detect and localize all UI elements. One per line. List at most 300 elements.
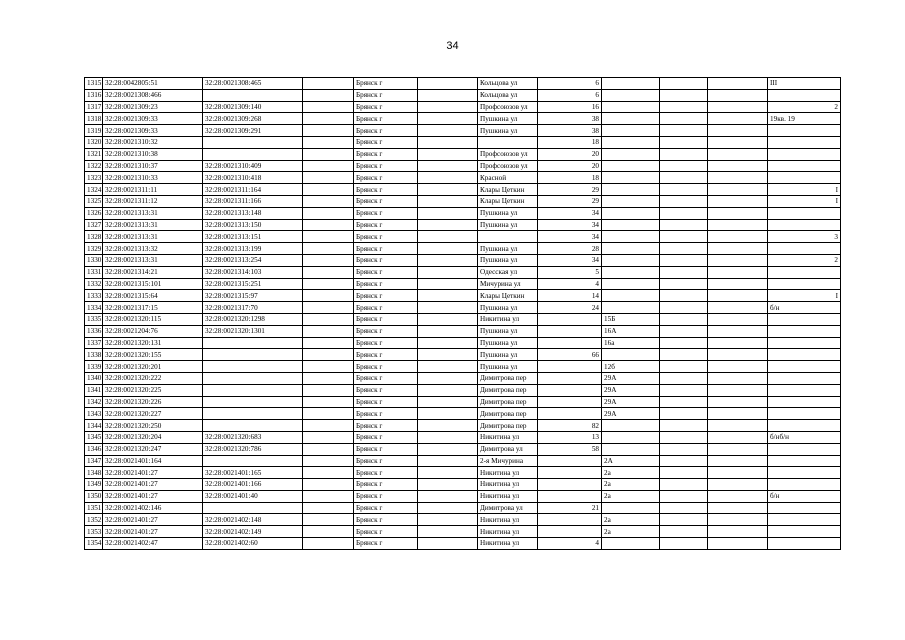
house-number-cell: 24: [538, 302, 602, 314]
house-number-cell: [538, 526, 602, 538]
parent-cadastral-number-cell: 32:28:0021317:70: [203, 302, 303, 314]
empty-col-d-cell: [708, 372, 768, 384]
empty-col-c-cell: [660, 431, 708, 443]
house-number-cell: 38: [538, 125, 602, 137]
house-number-cell: 29: [538, 195, 602, 207]
row-number-cell: 1318: [85, 113, 103, 125]
apartment-cell: [768, 479, 841, 491]
street-cell: 2-я Мичурина: [478, 455, 538, 467]
table-row: [85, 538, 841, 550]
empty-col-d-cell: [708, 125, 768, 137]
empty-col-c-cell: [660, 302, 708, 314]
locality-cell: Брянск г: [354, 148, 418, 160]
empty-col-c-cell: [660, 78, 708, 90]
street-cell: Пушкина ул: [478, 219, 538, 231]
cadastral-number-cell: 32:28:0021320:155: [103, 349, 203, 361]
building-number-cell: [602, 278, 660, 290]
row-number-cell: 1352: [85, 514, 103, 526]
empty-col-a-cell: [303, 160, 354, 172]
house-number-cell: 4: [538, 278, 602, 290]
parent-cadastral-number-cell: 32:28:0021315:97: [203, 290, 303, 302]
building-number-cell: [602, 266, 660, 278]
table-row: [85, 278, 841, 290]
building-number-cell: [602, 290, 660, 302]
house-number-cell: 13: [538, 431, 602, 443]
table-row: [85, 219, 841, 231]
empty-col-b-cell: [418, 443, 478, 455]
parent-cadastral-number-cell: 32:28:0021313:148: [203, 207, 303, 219]
building-number-cell: [602, 184, 660, 196]
empty-col-c-cell: [660, 113, 708, 125]
apartment-cell: III: [768, 78, 841, 90]
row-number-cell: 1317: [85, 101, 103, 113]
table-row: [85, 172, 841, 184]
locality-cell: Брянск г: [354, 479, 418, 491]
parent-cadastral-number-cell: [203, 396, 303, 408]
table-row: [85, 396, 841, 408]
building-number-cell: [602, 136, 660, 148]
empty-col-d-cell: [708, 384, 768, 396]
street-cell: Клары Цеткин: [478, 290, 538, 302]
building-number-cell: 29А: [602, 372, 660, 384]
table-row: [85, 113, 841, 125]
table-row: [85, 254, 841, 266]
apartment-cell: [768, 526, 841, 538]
table-row: [85, 420, 841, 432]
table-row: [85, 302, 841, 314]
apartment-cell: [768, 172, 841, 184]
parent-cadastral-number-cell: 32:28:0021320:683: [203, 431, 303, 443]
row-number-cell: 1346: [85, 443, 103, 455]
empty-col-b-cell: [418, 302, 478, 314]
empty-col-a-cell: [303, 278, 354, 290]
apartment-cell: [768, 325, 841, 337]
row-number-cell: 1328: [85, 231, 103, 243]
locality-cell: Брянск г: [354, 160, 418, 172]
house-number-cell: [538, 337, 602, 349]
empty-col-a-cell: [303, 113, 354, 125]
empty-col-a-cell: [303, 266, 354, 278]
house-number-cell: [538, 408, 602, 420]
row-number-cell: 1319: [85, 125, 103, 137]
parent-cadastral-number-cell: [203, 361, 303, 373]
street-cell: Клары Цеткин: [478, 195, 538, 207]
apartment-cell: I: [768, 290, 841, 302]
parent-cadastral-number-cell: [203, 384, 303, 396]
empty-col-a-cell: [303, 384, 354, 396]
cadastral-number-cell: 32:28:0021402:146: [103, 502, 203, 514]
house-number-cell: [538, 455, 602, 467]
empty-col-b-cell: [418, 113, 478, 125]
house-number-cell: 28: [538, 243, 602, 255]
empty-col-c-cell: [660, 313, 708, 325]
house-number-cell: [538, 372, 602, 384]
empty-col-c-cell: [660, 219, 708, 231]
locality-cell: Брянск г: [354, 254, 418, 266]
locality-cell: Брянск г: [354, 372, 418, 384]
apartment-cell: [768, 243, 841, 255]
parent-cadastral-number-cell: [203, 420, 303, 432]
table-row: [85, 502, 841, 514]
cadastral-number-cell: 32:28:0021401:27: [103, 514, 203, 526]
empty-col-c-cell: [660, 349, 708, 361]
locality-cell: Брянск г: [354, 420, 418, 432]
row-number-cell: 1316: [85, 89, 103, 101]
row-number-cell: 1324: [85, 184, 103, 196]
locality-cell: Брянск г: [354, 125, 418, 137]
locality-cell: Брянск г: [354, 172, 418, 184]
parent-cadastral-number-cell: [203, 372, 303, 384]
table-row: [85, 160, 841, 172]
table-row: [85, 349, 841, 361]
house-number-cell: 38: [538, 113, 602, 125]
house-number-cell: 66: [538, 349, 602, 361]
empty-col-b-cell: [418, 431, 478, 443]
empty-col-b-cell: [418, 125, 478, 137]
cadastral-number-cell: 32:28:0021402:47: [103, 538, 203, 550]
apartment-cell: [768, 313, 841, 325]
empty-col-a-cell: [303, 136, 354, 148]
apartment-cell: б/н: [768, 302, 841, 314]
row-number-cell: 1315: [85, 78, 103, 90]
building-number-cell: [602, 538, 660, 550]
row-number-cell: 1336: [85, 325, 103, 337]
row-number-cell: 1353: [85, 526, 103, 538]
street-cell: Клары Цеткин: [478, 184, 538, 196]
street-cell: Димитрова пер: [478, 396, 538, 408]
parent-cadastral-number-cell: 32:28:0021309:268: [203, 113, 303, 125]
row-number-cell: 1348: [85, 467, 103, 479]
street-cell: Кольцова ул: [478, 78, 538, 90]
empty-col-d-cell: [708, 479, 768, 491]
row-number-cell: 1326: [85, 207, 103, 219]
apartment-cell: I: [768, 184, 841, 196]
house-number-cell: 82: [538, 420, 602, 432]
building-number-cell: 12б: [602, 361, 660, 373]
table-row: [85, 243, 841, 255]
row-number-cell: 1338: [85, 349, 103, 361]
house-number-cell: 58: [538, 443, 602, 455]
house-number-cell: 34: [538, 254, 602, 266]
empty-col-d-cell: [708, 184, 768, 196]
cadastral-number-cell: 32:28:0021204:76: [103, 325, 203, 337]
empty-col-c-cell: [660, 266, 708, 278]
cadastral-number-cell: 32:28:0021309:23: [103, 101, 203, 113]
street-cell: Пушкина ул: [478, 125, 538, 137]
empty-col-d-cell: [708, 467, 768, 479]
empty-col-a-cell: [303, 443, 354, 455]
parent-cadastral-number-cell: 32:28:0021320:786: [203, 443, 303, 455]
empty-col-b-cell: [418, 490, 478, 502]
locality-cell: Брянск г: [354, 349, 418, 361]
locality-cell: Брянск г: [354, 136, 418, 148]
street-cell: Пушкина ул: [478, 361, 538, 373]
locality-cell: Брянск г: [354, 184, 418, 196]
empty-col-a-cell: [303, 361, 354, 373]
house-number-cell: [538, 514, 602, 526]
empty-col-b-cell: [418, 313, 478, 325]
house-number-cell: 20: [538, 160, 602, 172]
street-cell: Одесская ул: [478, 266, 538, 278]
empty-col-b-cell: [418, 207, 478, 219]
table-row: [85, 207, 841, 219]
empty-col-d-cell: [708, 431, 768, 443]
empty-col-b-cell: [418, 148, 478, 160]
locality-cell: Брянск г: [354, 231, 418, 243]
building-number-cell: 2а: [602, 467, 660, 479]
empty-col-d-cell: [708, 490, 768, 502]
empty-col-d-cell: [708, 136, 768, 148]
cadastral-number-cell: 32:28:0042805:51: [103, 78, 203, 90]
apartment-cell: [768, 384, 841, 396]
table-row: [85, 195, 841, 207]
house-number-cell: 4: [538, 538, 602, 550]
street-cell: Никитина ул: [478, 526, 538, 538]
building-number-cell: [602, 431, 660, 443]
empty-col-d-cell: [708, 361, 768, 373]
empty-col-b-cell: [418, 136, 478, 148]
cadastral-number-cell: 32:28:0021310:33: [103, 172, 203, 184]
empty-col-c-cell: [660, 455, 708, 467]
empty-col-d-cell: [708, 349, 768, 361]
empty-col-b-cell: [418, 231, 478, 243]
empty-col-a-cell: [303, 302, 354, 314]
street-cell: Пушкина ул: [478, 349, 538, 361]
parent-cadastral-number-cell: 32:28:0021313:199: [203, 243, 303, 255]
building-number-cell: [602, 160, 660, 172]
locality-cell: Брянск г: [354, 443, 418, 455]
locality-cell: Брянск г: [354, 396, 418, 408]
house-number-cell: 34: [538, 219, 602, 231]
apartment-cell: б/н: [768, 490, 841, 502]
cadastral-number-cell: 32:28:0021317:15: [103, 302, 203, 314]
locality-cell: Брянск г: [354, 526, 418, 538]
empty-col-c-cell: [660, 420, 708, 432]
building-number-cell: 2а: [602, 490, 660, 502]
cadastral-number-cell: 32:28:0021310:32: [103, 136, 203, 148]
building-number-cell: [602, 113, 660, 125]
building-number-cell: 15Б: [602, 313, 660, 325]
empty-col-d-cell: [708, 231, 768, 243]
street-cell: Димитрова ул: [478, 443, 538, 455]
cadastral-number-cell: 32:28:0021401:27: [103, 490, 203, 502]
building-number-cell: 2А: [602, 455, 660, 467]
house-number-cell: [538, 313, 602, 325]
parent-cadastral-number-cell: [203, 502, 303, 514]
cadastral-number-cell: 32:28:0021401:27: [103, 526, 203, 538]
apartment-cell: [768, 89, 841, 101]
empty-col-b-cell: [418, 538, 478, 550]
row-number-cell: 1341: [85, 384, 103, 396]
empty-col-a-cell: [303, 254, 354, 266]
parent-cadastral-number-cell: 32:28:0021401:165: [203, 467, 303, 479]
locality-cell: Брянск г: [354, 408, 418, 420]
cadastral-number-cell: 32:28:0021313:32: [103, 243, 203, 255]
empty-col-a-cell: [303, 526, 354, 538]
locality-cell: Брянск г: [354, 455, 418, 467]
apartment-cell: 2: [768, 101, 841, 113]
empty-col-a-cell: [303, 349, 354, 361]
row-number-cell: 1333: [85, 290, 103, 302]
row-number-cell: 1327: [85, 219, 103, 231]
locality-cell: Брянск г: [354, 325, 418, 337]
building-number-cell: [602, 148, 660, 160]
cadastral-number-cell: 32:28:0021313:31: [103, 231, 203, 243]
cadastral-number-cell: 32:28:0021313:31: [103, 254, 203, 266]
table-row: [85, 514, 841, 526]
empty-col-a-cell: [303, 172, 354, 184]
apartment-cell: [768, 420, 841, 432]
house-number-cell: 21: [538, 502, 602, 514]
table-row: [85, 337, 841, 349]
building-number-cell: [602, 125, 660, 137]
empty-col-d-cell: [708, 160, 768, 172]
parent-cadastral-number-cell: 32:28:0021313:254: [203, 254, 303, 266]
house-number-cell: [538, 396, 602, 408]
page-number: 34: [446, 40, 459, 52]
empty-col-c-cell: [660, 490, 708, 502]
street-cell: Профсоюзов ул: [478, 148, 538, 160]
empty-col-c-cell: [660, 337, 708, 349]
building-number-cell: [602, 78, 660, 90]
building-number-cell: 16А: [602, 325, 660, 337]
empty-col-d-cell: [708, 89, 768, 101]
empty-col-b-cell: [418, 361, 478, 373]
empty-col-d-cell: [708, 148, 768, 160]
apartment-cell: [768, 396, 841, 408]
street-cell: Димитрова пер: [478, 408, 538, 420]
row-number-cell: 1331: [85, 266, 103, 278]
locality-cell: Брянск г: [354, 361, 418, 373]
cadastral-number-cell: 32:28:0021320:227: [103, 408, 203, 420]
parent-cadastral-number-cell: 32:28:0021402:149: [203, 526, 303, 538]
apartment-cell: [768, 219, 841, 231]
empty-col-b-cell: [418, 89, 478, 101]
empty-col-b-cell: [418, 266, 478, 278]
table-row: [85, 125, 841, 137]
empty-col-b-cell: [418, 467, 478, 479]
house-number-cell: 34: [538, 231, 602, 243]
apartment-cell: [768, 207, 841, 219]
house-number-cell: 34: [538, 207, 602, 219]
building-number-cell: [602, 302, 660, 314]
empty-col-b-cell: [418, 290, 478, 302]
empty-col-a-cell: [303, 125, 354, 137]
house-number-cell: 6: [538, 89, 602, 101]
empty-col-d-cell: [708, 337, 768, 349]
empty-col-c-cell: [660, 125, 708, 137]
empty-col-a-cell: [303, 455, 354, 467]
parent-cadastral-number-cell: 32:28:0021311:166: [203, 195, 303, 207]
row-number-cell: 1320: [85, 136, 103, 148]
row-number-cell: 1349: [85, 479, 103, 491]
apartment-cell: [768, 136, 841, 148]
empty-col-a-cell: [303, 89, 354, 101]
registry-body: [85, 78, 841, 550]
apartment-cell: [768, 455, 841, 467]
parent-cadastral-number-cell: 32:28:0021320:1301: [203, 325, 303, 337]
street-cell: Пушкина ул: [478, 207, 538, 219]
cadastral-number-cell: 32:28:0021401:164: [103, 455, 203, 467]
cadastral-number-cell: 32:28:0021313:31: [103, 207, 203, 219]
empty-col-c-cell: [660, 89, 708, 101]
empty-col-a-cell: [303, 408, 354, 420]
apartment-cell: [768, 467, 841, 479]
parent-cadastral-number-cell: 32:28:0021402:148: [203, 514, 303, 526]
empty-col-d-cell: [708, 514, 768, 526]
cadastral-number-cell: 32:28:0021320:222: [103, 372, 203, 384]
row-number-cell: 1345: [85, 431, 103, 443]
house-number-cell: 14: [538, 290, 602, 302]
empty-col-b-cell: [418, 184, 478, 196]
parent-cadastral-number-cell: [203, 148, 303, 160]
empty-col-d-cell: [708, 443, 768, 455]
empty-col-d-cell: [708, 101, 768, 113]
empty-col-b-cell: [418, 514, 478, 526]
house-number-cell: 5: [538, 266, 602, 278]
table-row: [85, 184, 841, 196]
table-row: [85, 78, 841, 90]
house-number-cell: [538, 490, 602, 502]
parent-cadastral-number-cell: 32:28:0021401:40: [203, 490, 303, 502]
cadastral-number-cell: 32:28:0021309:33: [103, 113, 203, 125]
parent-cadastral-number-cell: 32:28:0021401:166: [203, 479, 303, 491]
empty-col-a-cell: [303, 538, 354, 550]
empty-col-d-cell: [708, 254, 768, 266]
building-number-cell: [602, 195, 660, 207]
empty-col-c-cell: [660, 243, 708, 255]
empty-col-c-cell: [660, 372, 708, 384]
cadastral-number-cell: 32:28:0021309:33: [103, 125, 203, 137]
building-number-cell: 29А: [602, 396, 660, 408]
locality-cell: Брянск г: [354, 243, 418, 255]
table-row: [85, 361, 841, 373]
empty-col-a-cell: [303, 431, 354, 443]
parent-cadastral-number-cell: 32:28:0021313:150: [203, 219, 303, 231]
building-number-cell: 16а: [602, 337, 660, 349]
empty-col-d-cell: [708, 396, 768, 408]
empty-col-c-cell: [660, 148, 708, 160]
house-number-cell: [538, 479, 602, 491]
street-cell: Кольцова ул: [478, 89, 538, 101]
empty-col-d-cell: [708, 290, 768, 302]
row-number-cell: 1344: [85, 420, 103, 432]
street-cell: Никитина ул: [478, 514, 538, 526]
empty-col-b-cell: [418, 278, 478, 290]
street-cell: [478, 136, 538, 148]
empty-col-b-cell: [418, 172, 478, 184]
cadastral-number-cell: 32:28:0021320:226: [103, 396, 203, 408]
building-number-cell: 2а: [602, 526, 660, 538]
empty-col-a-cell: [303, 490, 354, 502]
empty-col-d-cell: [708, 243, 768, 255]
table-row: [85, 443, 841, 455]
empty-col-c-cell: [660, 290, 708, 302]
parent-cadastral-number-cell: 32:28:0021402:60: [203, 538, 303, 550]
table-row: [85, 431, 841, 443]
parent-cadastral-number-cell: [203, 408, 303, 420]
empty-col-b-cell: [418, 455, 478, 467]
cadastral-number-cell: 32:28:0021314:21: [103, 266, 203, 278]
empty-col-d-cell: [708, 266, 768, 278]
house-number-cell: 18: [538, 136, 602, 148]
table-row: [85, 490, 841, 502]
registry-table: [84, 77, 841, 550]
apartment-cell: [768, 278, 841, 290]
cadastral-number-cell: 32:28:0021401:27: [103, 479, 203, 491]
empty-col-b-cell: [418, 396, 478, 408]
row-number-cell: 1334: [85, 302, 103, 314]
